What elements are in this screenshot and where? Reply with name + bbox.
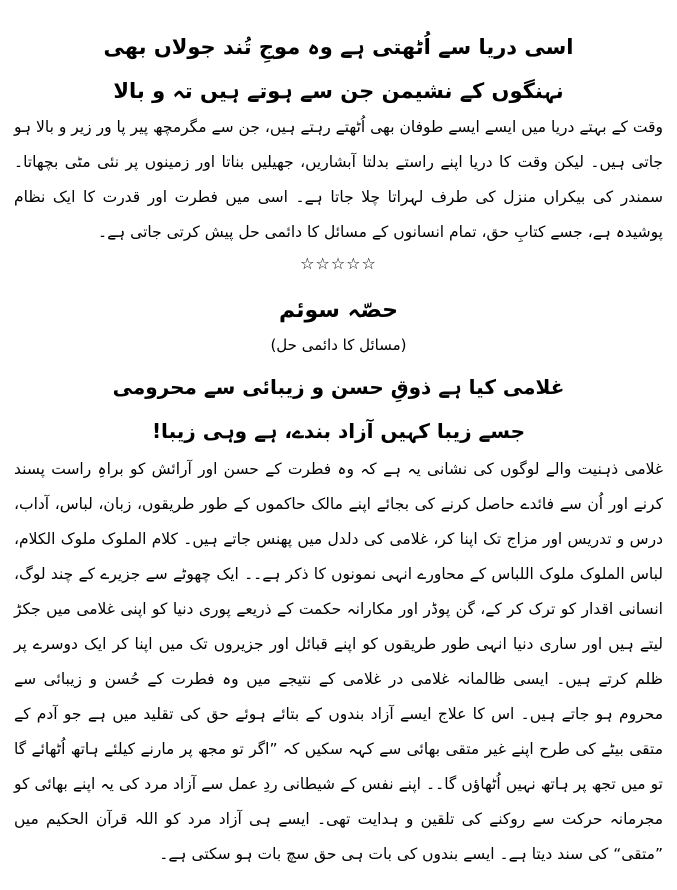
star-separator: ☆☆☆☆☆ [300, 254, 377, 273]
poem-middle-line-2: جسے زیبا کہیں آزاد بندے، ہے وہی زیبا! [151, 419, 526, 443]
poem-top-line-2: نہنگوں کے نشیمن جن سے ہوتے ہیں تہ و بالا [113, 79, 564, 103]
paragraph-main: غلامی ذہنیت والے لوگوں کی نشانی یہ ہے کہ وہ فطرت کے حسن اور آرائش کو براہِ راست پسند کرنے اور اُن سے فائدے حاصل کرنے کی بجائے اپنے مالک حاکموں کے طور طریقوں، زبان، لباس، آداب، درس و تدریس اور مزاج تک اپنا کر، غلامی کی دلدل میں پھنس جاتے ہیں۔ کلام الملوک ملوک الکلام، لباس الملوک ملوک اللباس کے محاورے انہی نمونوں کا ذکر ہے۔۔ ایک چھوٹے سے جزیرے کے چند لوگ، انسانی اقدار کو ترک کر کے، گن پوڈر اور مکارانہ حکمت کے ذریعے پوری دنیا کو اپنی غلامی میں جکڑ لیتے ہیں اور ساری دنیا انہی طور طریقوں کو اپنے قبائل اور جزیروں تک میں اپنا کر ایک دوسرے پر ظلم کرتے ہیں۔ ایسی ظالمانہ غلامی در غلامی کے نتیجے میں وہ فطرت کے حُسن و زیبائی سے محروم ہو جاتے ہیں۔ اس کا علاج ایسے آزاد بندوں کے بتائے ہوئے حق کی تقلید میں ہے جو آدم کے متقی بیٹے کی طرح اپنے غیر متقی بھائی سے کہہ سکیں کہ ”اگر تو مجھ پر مارنے کیلئے ہاتھ اُٹھائے گا تو میں تجھ پر ہاتھ نہیں اُٹھاؤں گا۔۔ اپنے نفس کے شیطانی ردِ عمل سے آزاد مرد کی یہ اپنے بھائی کو مجرمانہ حرکت سے روکنے کی تلقین و ہدایت تھی۔ ایسے ہی آزاد مرد کو اللہ قرآن الحکیم میں ”متقی“ کی سند دیتا ہے۔ ایسے بندوں کی بات ہی حق سچ بات ہو سکتی ہے۔ [14, 460, 663, 863]
paragraph-intro: وقت کے بہتے دریا میں ایسے ایسے طوفان بھی اُٹھتے رہتے ہیں، جن سے مگرمچھ پیر پا ور زیر و بالا ہو جاتی ہیں۔ لیکن وقت کا دریا اپنے راستے بدلتا آبشاریں، جھیلیں بناتا اور زمینوں پر نئی مٹی بچھاتا۔ سمندر کی بیکراں منزل کی طرف لہراتا چلا جاتا ہے۔ اسی میں فطرت اور قدرت کا ایک نظام پوشیدہ ہے، جسے کتابِ حق، تمام انسانوں کے مسائل کا دائمی حل پیش کرتی جاتی ہے۔ [14, 118, 663, 241]
section-title: حصّہ سوئم [278, 298, 399, 323]
poem-middle-line-1: غلامی کیا ہے ذوقِ حسن و زیبائی سے محرومی [112, 375, 565, 399]
section-subtitle: (مسائل کا دائمی حل) [270, 336, 407, 354]
poem-top-line-1: اسی دریا سے اُٹھتی ہے وہ موجِ تُند جولاں بھی [103, 35, 574, 59]
